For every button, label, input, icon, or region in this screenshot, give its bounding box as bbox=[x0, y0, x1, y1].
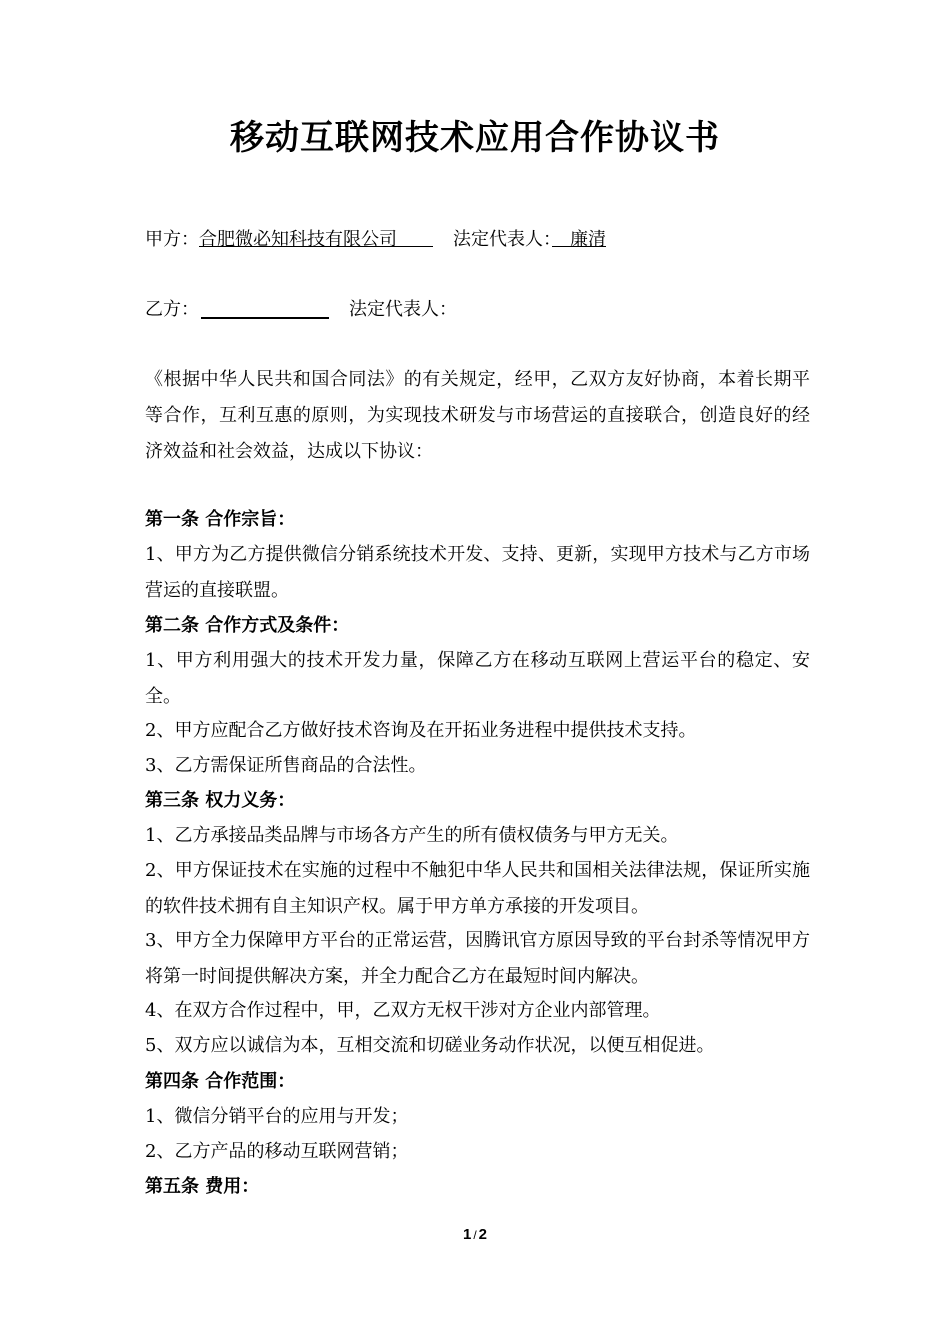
party-a-rep bbox=[552, 229, 606, 250]
section-1-heading: 第一条 合作宗旨： bbox=[145, 509, 296, 530]
page-total: 2 bbox=[478, 1226, 488, 1243]
party-b-blank-line bbox=[201, 297, 329, 319]
preamble-paragraph: 《根据中华人民共和国合同法》的有关规定，经甲，乙双方友好协商，本着长期平等合作，互利互惠的原则，为实现技术研发与市场营运的直接联合，创造良好的经济效益和社会效益，达成以下协议： bbox=[145, 369, 810, 462]
page-separator: / bbox=[473, 1228, 477, 1242]
section-1-item-1: 1、甲方为乙方提供微信分销系统技术开发、支持、更新，实现甲方技术与乙方市场营运的直接联盟。 bbox=[145, 544, 810, 601]
party-a-label: 甲方： bbox=[145, 229, 199, 250]
party-a-name-tail bbox=[397, 229, 433, 250]
party-a-name-text: 合肥微必知科技有限公司 bbox=[199, 229, 397, 250]
section-3-item-2: 2、甲方保证技术在实施的过程中不触犯中华人民共和国相关法律法规，保证所实施的软件技术拥有自主知识产权。属于甲方单方承接的开发项目。 bbox=[145, 860, 810, 917]
party-b-rep-label: 法定代表人： bbox=[349, 299, 457, 320]
section-2-item-1: 1、甲方利用强大的技术开发力量，保障乙方在移动互联网上营运平台的稳定、安全。 bbox=[145, 650, 810, 707]
page-number bbox=[0, 1226, 950, 1243]
page-current: 1 bbox=[462, 1226, 472, 1243]
section-3-item-5: 5、双方应以诚信为本，互相交流和切磋业务动作状况，以便互相促进。 bbox=[145, 1035, 715, 1056]
party-a-rep-name: 廉清 bbox=[570, 229, 606, 250]
section-2-heading: 第二条 合作方式及条件： bbox=[145, 615, 350, 636]
section-5-heading: 第五条 费用： bbox=[145, 1176, 260, 1197]
party-a-name bbox=[199, 229, 433, 250]
section-2-item-2: 2、甲方应配合乙方做好技术咨询及在开拓业务进程中提供技术支持。 bbox=[145, 720, 697, 741]
party-b-label: 乙方： bbox=[145, 299, 199, 320]
party-b-line bbox=[145, 292, 815, 328]
section-3-heading: 第三条 权力义务： bbox=[145, 790, 296, 811]
section-3-item-3: 3、甲方全力保障甲方平台的正常运营，因腾讯官方原因导致的平台封杀等情况甲方将第一时间提供解决方案，并全力配合乙方在最短时间内解决。 bbox=[145, 930, 810, 987]
page-title: 移动互联网技术应用合作协议书 bbox=[230, 118, 720, 158]
party-a-rep-label: 法定代表人： bbox=[453, 229, 552, 250]
section-3-item-4: 4、在双方合作过程中，甲，乙双方无权干涉对方企业内部管理。 bbox=[145, 1000, 661, 1021]
section-4-heading: 第四条 合作范围： bbox=[145, 1071, 296, 1092]
section-3-item-1: 1、乙方承接品类品牌与市场各方产生的所有债权债务与甲方无关。 bbox=[145, 825, 679, 846]
section-4-item-1: 1、微信分销平台的应用与开发； bbox=[145, 1106, 409, 1127]
section-4-item-2: 2、乙方产品的移动互联网营销； bbox=[145, 1141, 409, 1162]
party-a-rep-lead bbox=[552, 229, 570, 250]
section-2-item-3: 3、乙方需保证所售商品的合法性。 bbox=[145, 755, 427, 776]
party-a-line bbox=[145, 222, 815, 258]
